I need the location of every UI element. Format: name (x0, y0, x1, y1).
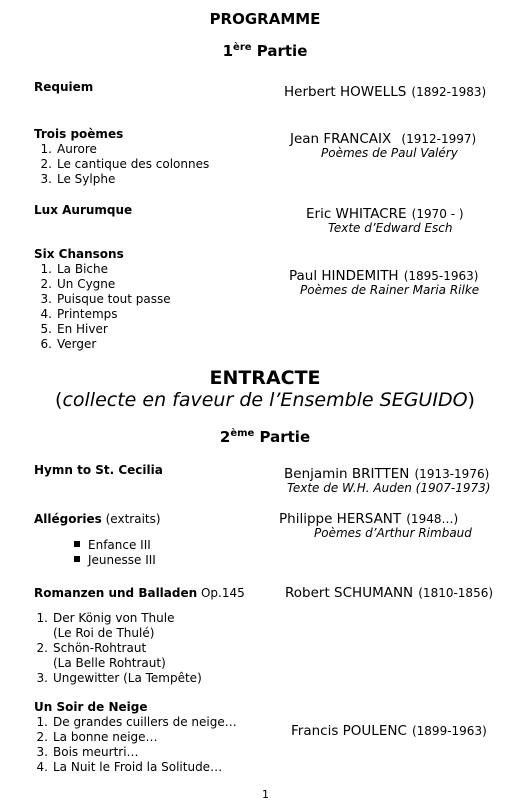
list-item: 3. Ungewitter (La Tempête) (36, 671, 202, 685)
list-item: 1. Der König von Thule (36, 611, 175, 625)
part-1-heading: 1ère Partie (222, 42, 308, 60)
note-hindemith: Poèmes de Rainer Maria Rilke (300, 283, 480, 297)
page-number: 1 (262, 788, 269, 801)
note-whitacre: Texte d’Edward Esch (328, 221, 453, 235)
composer-hersant: Philippe HERSANT (1948…) (279, 511, 459, 527)
page-title: PROGRAMME (209, 10, 321, 28)
composer-hindemith: Paul HINDEMITH (1895-1963) (289, 268, 479, 284)
work-items-six-chansons (34, 262, 171, 352)
list-item: 6. Verger (40, 337, 97, 351)
entracte-subtitle: (collecte en faveur de l’Ensemble SEGUIDO) (55, 389, 475, 411)
work-title-allegories: Allégories (extraits) (34, 512, 161, 526)
work-title-trois-poemes: Trois poèmes (34, 127, 124, 141)
work-items-trois-poemes (34, 142, 209, 187)
list-item: (La Belle Rohtraut) (53, 656, 166, 670)
list-item: (Le Roi de Thulé) (53, 626, 155, 640)
work-title-hymn: Hymn to St. Cecilia (34, 463, 163, 477)
entracte-heading: ENTRACTE (209, 367, 321, 389)
composer-francaix: Jean FRANCAIX (1912-1997) (290, 131, 477, 147)
list-item: 2. La bonne neige… (36, 730, 158, 744)
list-item: 3. Bois meurtri… (36, 745, 139, 759)
work-title-un-soir-de-neige: Un Soir de Neige (34, 700, 148, 714)
list-item: 1. Aurore (40, 142, 97, 156)
note-francaix: Poèmes de Paul Valéry (321, 146, 458, 160)
list-item: 5. En Hiver (40, 322, 108, 336)
work-items-romanzen (30, 611, 202, 686)
work-title-romanzen: Romanzen und Balladen Op.145 (34, 586, 245, 600)
work-items-un-soir-de-neige (30, 715, 237, 775)
note-britten: Texte de W.H. Auden (1907-1973) (287, 481, 491, 495)
list-item: Jeunesse III (74, 553, 156, 568)
work-title-requiem: Requiem (34, 80, 94, 94)
note-hersant: Poèmes d’Arthur Rimbaud (314, 526, 472, 540)
list-item: 3. Le Sylphe (40, 172, 116, 186)
composer-poulenc: Francis POULENC (1899-1963) (291, 723, 487, 739)
list-item: 1. La Biche (40, 262, 109, 276)
list-item: 2. Le cantique des colonnes (40, 157, 210, 171)
composer-whitacre: Eric WHITACRE (1970 - ) (306, 206, 464, 222)
part-2-heading: 2ème Partie (219, 428, 311, 446)
list-item: 4. La Nuit le Froid la Solitude… (36, 760, 223, 774)
list-item: 4. Printemps (40, 307, 118, 321)
composer-britten: Benjamin BRITTEN (1913-1976) (284, 466, 490, 482)
work-title-lux-aurumque: Lux Aurumque (34, 203, 133, 217)
list-item: 2. Schön-Rohtraut (36, 641, 147, 655)
list-item: 3. Puisque tout passe (40, 292, 171, 306)
list-item: 1. De grandes cuillers de neige… (36, 715, 237, 729)
list-item: 2. Un Cygne (40, 277, 116, 291)
composer-howells: Herbert HOWELLS (1892-1983) (284, 84, 487, 100)
list-item: Enfance III (74, 538, 156, 553)
work-items-allegories (74, 538, 156, 568)
work-title-six-chansons: Six Chansons (34, 247, 124, 261)
composer-schumann: Robert SCHUMANN (1810-1856) (285, 585, 494, 601)
